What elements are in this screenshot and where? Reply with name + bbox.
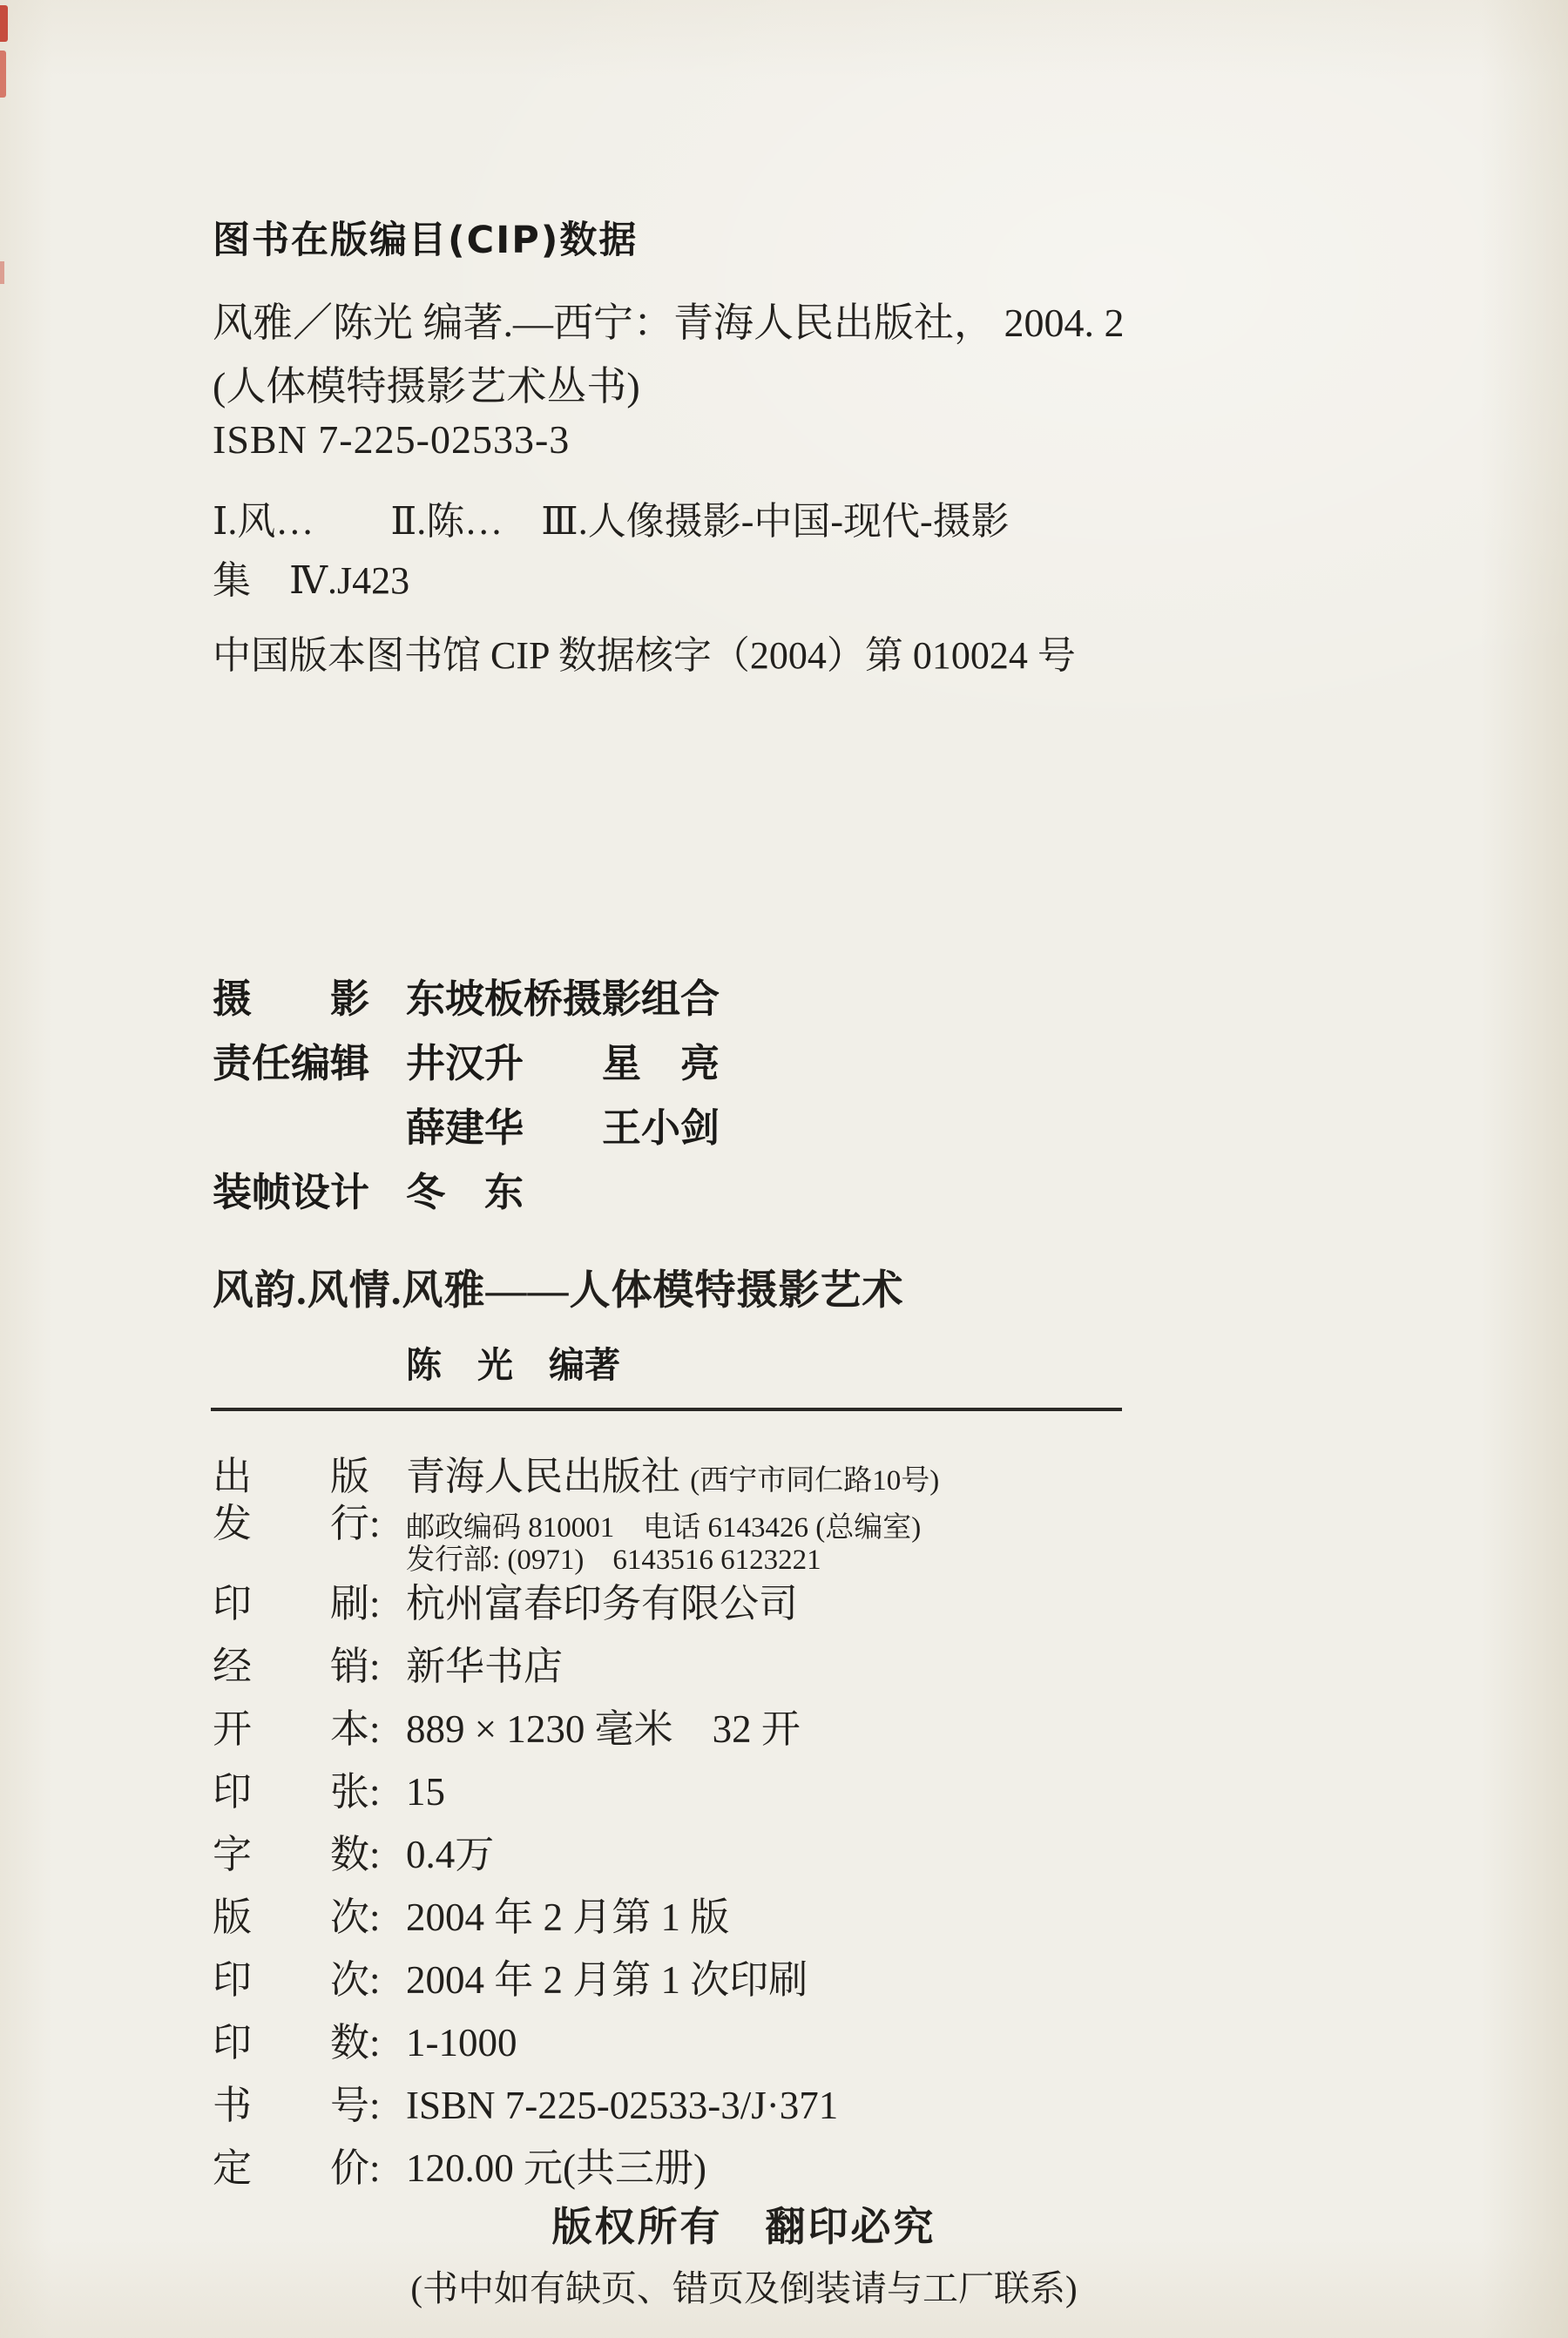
credit-value: 冬 东 — [406, 1169, 524, 1215]
copyright-notice: 版权所有 翻印必究 — [551, 2205, 936, 2249]
row-value: 1-1000 — [406, 2021, 517, 2064]
format-row — [213, 1697, 801, 1754]
distribution-postcode-phone: 邮政编码 810001 电话 6143426 (总编室) — [406, 1512, 922, 1544]
row-label: 印 刷: — [213, 1582, 381, 1625]
credit-row-editors-continued — [213, 1096, 720, 1152]
credit-row-editors — [213, 1031, 720, 1088]
row-value: 15 — [406, 1770, 445, 1814]
sheets-row — [213, 1760, 445, 1816]
row-label: 书 号: — [213, 2084, 381, 2127]
cip-subjects-line: Ⅰ.风… Ⅱ.陈… Ⅲ.人像摄影-中国-现代-摄影 — [213, 500, 1010, 543]
price-row — [213, 2136, 706, 2193]
author-line: 陈 光 编著 — [406, 1344, 620, 1386]
credit-label: 责任编辑 — [213, 1040, 370, 1086]
red-scan-mark — [0, 5, 8, 42]
row-value: 0.4万 — [406, 1833, 495, 1876]
cip-header: 图书在版编目(CIP)数据 — [213, 219, 639, 262]
row-value: 120.00 元(共三册) — [406, 2146, 706, 2190]
row-label: 字 数: — [213, 1833, 381, 1876]
printing-row — [213, 1948, 808, 2004]
book-number-row — [213, 2073, 838, 2130]
distributor-row — [213, 1634, 563, 1691]
row-label: 印 数: — [213, 2021, 381, 2064]
row-label: 经 销: — [213, 1645, 381, 1688]
credit-value: 东坡板桥摄影组合 — [406, 976, 720, 1022]
row-value: 2004 年 2 月第 1 次印刷 — [406, 1958, 808, 2002]
row-label: 印 次: — [213, 1958, 381, 2002]
row-value: 新华书店 — [406, 1645, 564, 1688]
distribution-department-phones: 发行部: (0971) 6143516 6123221 — [406, 1544, 821, 1576]
credit-row-design — [213, 1160, 524, 1217]
cip-isbn-line: ISBN 7-225-02533-3 — [213, 417, 571, 462]
row-value: 2004 年 2 月第 1 版 — [406, 1895, 730, 1939]
defect-contact-note: (书中如有缺页、错页及倒装请与工厂联系) — [410, 2268, 1078, 2308]
credit-value: 薛建华 王小剑 — [406, 1105, 720, 1151]
print-run-row — [213, 2010, 517, 2067]
row-value: ISBN 7-225-02533-3/J·371 — [406, 2084, 839, 2127]
cip-series-line: (人体模特摄影艺术丛书) — [213, 364, 640, 409]
row-value: 889 × 1230 毫米 32 开 — [406, 1707, 801, 1751]
red-scan-mark — [0, 261, 4, 284]
cip-record-number-line: 中国版本图书馆 CIP 数据核字（2004）第 010024 号 — [213, 634, 1076, 677]
red-scan-mark — [0, 51, 6, 98]
credit-row-photography — [213, 967, 720, 1024]
row-label: 版 次: — [213, 1895, 381, 1939]
wordcount-row — [213, 1822, 494, 1879]
distribution-label: 发 行: — [213, 1502, 381, 1545]
cip-citation-line: 风雅／陈光 编著.—西宁：青海人民出版社， 2004. 2 — [213, 301, 1125, 345]
row-label: 开 本: — [213, 1707, 381, 1751]
divider-rule — [211, 1408, 1122, 1411]
book-title: 风韵.风情.风雅——人体模特摄影艺术 — [213, 1268, 904, 1314]
publisher-name: 青海人民出版社 — [406, 1455, 681, 1498]
credit-value: 井汉升 星 亮 — [406, 1040, 720, 1086]
printer-row — [213, 1571, 798, 1628]
row-label: 定 价: — [213, 2146, 381, 2190]
cip-subjects-continuation: 集 Ⅳ.J423 — [213, 559, 410, 602]
credit-label: 装帧设计 — [213, 1169, 370, 1215]
credit-label: 摄 影 — [213, 976, 370, 1022]
publisher-label: 出 版 — [213, 1455, 370, 1498]
row-label: 印 张: — [213, 1770, 381, 1814]
row-value: 杭州富春印务有限公司 — [406, 1582, 799, 1625]
edition-row — [213, 1885, 729, 1942]
publisher-address: (西宁市同仁路10号) — [690, 1465, 940, 1497]
